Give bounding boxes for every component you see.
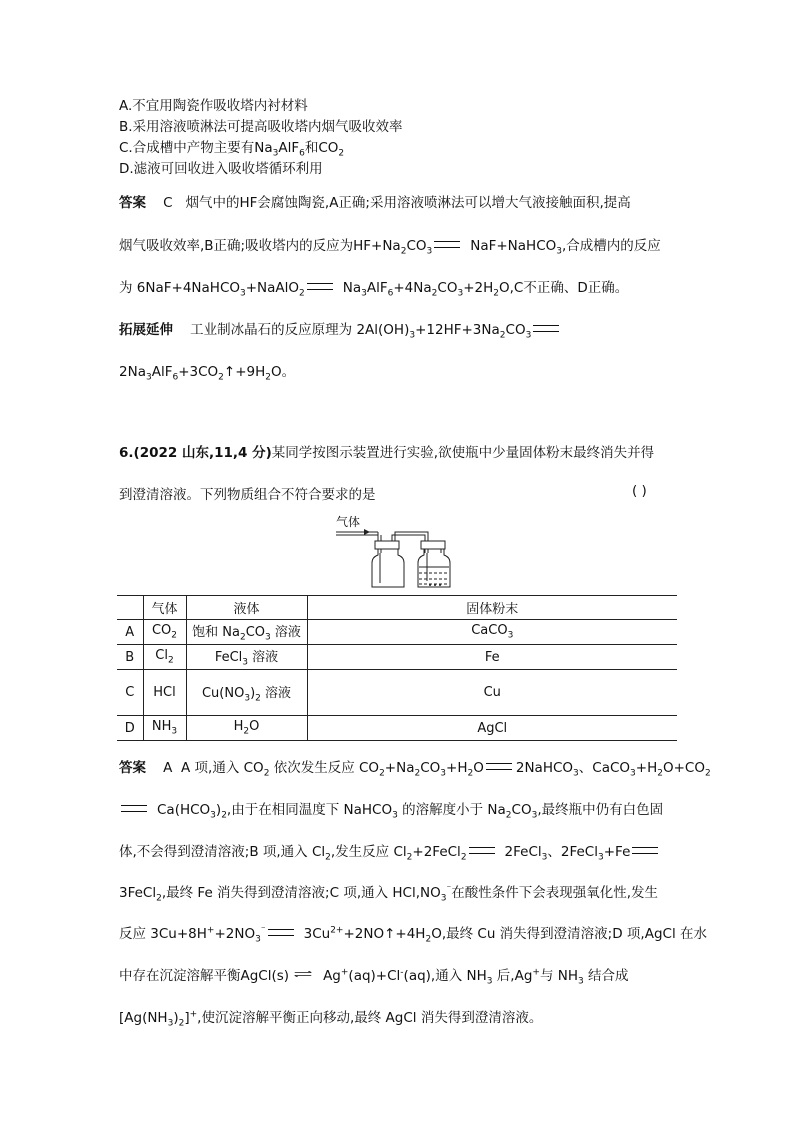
question-6-stem-2: 到澄清溶液。下列物质组合不符合要求的是 (119, 487, 376, 503)
equals-sign (533, 325, 559, 332)
extension-line-1: 拓展延伸 工业制冰晶石的反应原理为 $2Al(OH)_3+12HF+3Na_2CO_3$ (119, 318, 569, 341)
option-d: D.滤液可回收进入吸收塔循环利用 (119, 161, 323, 177)
apparatus-diagram (320, 513, 470, 593)
table-header-cell: 液体 (186, 596, 307, 620)
option-a: A.不宜用陶瓷作吸收塔内衬材料 (119, 98, 308, 114)
solid-cell: AgCl (307, 716, 677, 741)
answer-2-line-7: $[Ag(NH_3)_2]^+$,使沉淀溶解平衡正向移动,最终 AgCl 消失得到澄清溶液。 (119, 1009, 543, 1029)
options-table (117, 595, 677, 741)
answer-2-line-1: 答案 A A 项,通入 $CO_2$ 依次发生反应 $CO_2+Na_2CO_3+H_2O$ 2NaHCO$_3$、$CaCO_3+H_2O+CO_2$ (119, 760, 711, 779)
table-row (117, 645, 677, 670)
gas-label: 气体 (336, 515, 361, 529)
option-c: C.合成槽中产物主要有$Na_3AlF_6$和$CO_2$ (119, 140, 345, 159)
table-header-cell (117, 596, 143, 620)
answer-2-line-3: 体,不会得到澄清溶液;B 项,通入 $Cl_2$,发生反应 $Cl_2+2FeCl_2$ 2FeCl$_3$、2FeCl$_3$+Fe (119, 840, 668, 863)
equals-sign (434, 241, 460, 248)
liquid-cell: FeCl$_3$ 溶液 (186, 645, 307, 670)
liquid-cell: 饱和 $Na_2CO_3$ 溶液 (186, 620, 307, 645)
row-label: C (117, 670, 143, 716)
answer-2-line-2: $Ca(HCO_3)_2$,由于在相同温度下 NaHCO$_3$ 的溶解度小于 $Na_2CO_3$,最终瓶中仍有白色固 (119, 798, 663, 821)
equals-sign (121, 805, 147, 812)
answer-2-line-6: 中存在沉淀溶解平衡AgCl(s) Ag+(aq)+Cl-(aq),通入 $NH_3$ 后,Ag+与 $NH_3$ 结合成 (119, 967, 629, 987)
answer-1-line-1: 答案 C 烟气中的HF会腐蚀陶瓷,A正确;采用溶液喷淋法可以增大气液接触面积,提高 (119, 195, 631, 211)
answer-2-line-5: 反应 $3Cu+8H^++2NO_3^{^-}$ $3Cu^{2+}+2NO↑+4H_2O$,最终 Cu 消失得到澄清溶液;D 项,AgCl 在水 (119, 925, 707, 945)
extension-line-2: $2Na_3AlF_6+3CO_2↑+9H_2O$。 (119, 364, 296, 383)
answer-1-line-2: 烟气吸收效率,B正确;吸收塔内的反应为$HF+Na_2CO_3$ NaF+NaHCO$_3$,合成槽内的反应 (119, 238, 661, 257)
reversible-arrow-icon (291, 971, 315, 977)
liquid-cell: $Cu(NO_3)_2$ 溶液 (186, 670, 307, 716)
answer-2-line-4: 3FeCl$_2$,最终 Fe 消失得到澄清溶液;C 项,通入 $HCl,NO_3^{^-}$在酸性条件下会表现强氧化性,发生 (119, 884, 659, 904)
table-row (117, 670, 677, 716)
solid-cell: Cu (307, 670, 677, 716)
gas-cell: $NH_3$ (143, 716, 186, 741)
option-b: B.采用溶液喷淋法可提高吸收塔内烟气吸收效率 (119, 119, 403, 135)
gas-cell: $CO_2$ (143, 620, 186, 645)
row-label: D (117, 716, 143, 741)
equals-sign (632, 847, 658, 854)
table-row (117, 620, 677, 645)
answer-parentheses: ( ) (632, 483, 647, 499)
solid-cell: CaCO$_3$ (307, 620, 677, 645)
table-row (117, 716, 677, 741)
equals-sign (307, 283, 333, 290)
table-header-row (117, 596, 677, 620)
answer-1-line-3: 为 6NaF+4NaHCO$_3$+NaAlO$_2$ $Na_3AlF_6+4Na_2CO_3+2H_2O,C$不正确、D正确。 (119, 280, 629, 299)
equals-sign (268, 929, 294, 936)
solid-cell: Fe (307, 645, 677, 670)
gas-cell: $Cl_2$ (143, 645, 186, 670)
table-header-cell: 固体粉末 (307, 596, 677, 620)
table-header-cell: 气体 (143, 596, 186, 620)
row-label: A (117, 620, 143, 645)
gas-cell: HCl (143, 670, 186, 716)
liquid-cell: $H_2O$ (186, 716, 307, 741)
equals-sign (469, 847, 495, 854)
question-6-stem-1: 6.(2022 山东,11,4 分)某同学按图示装置进行实验,欲使瓶中少量固体粉末最终消失并得 (119, 445, 655, 461)
row-label: B (117, 645, 143, 670)
equals-sign (486, 763, 512, 770)
